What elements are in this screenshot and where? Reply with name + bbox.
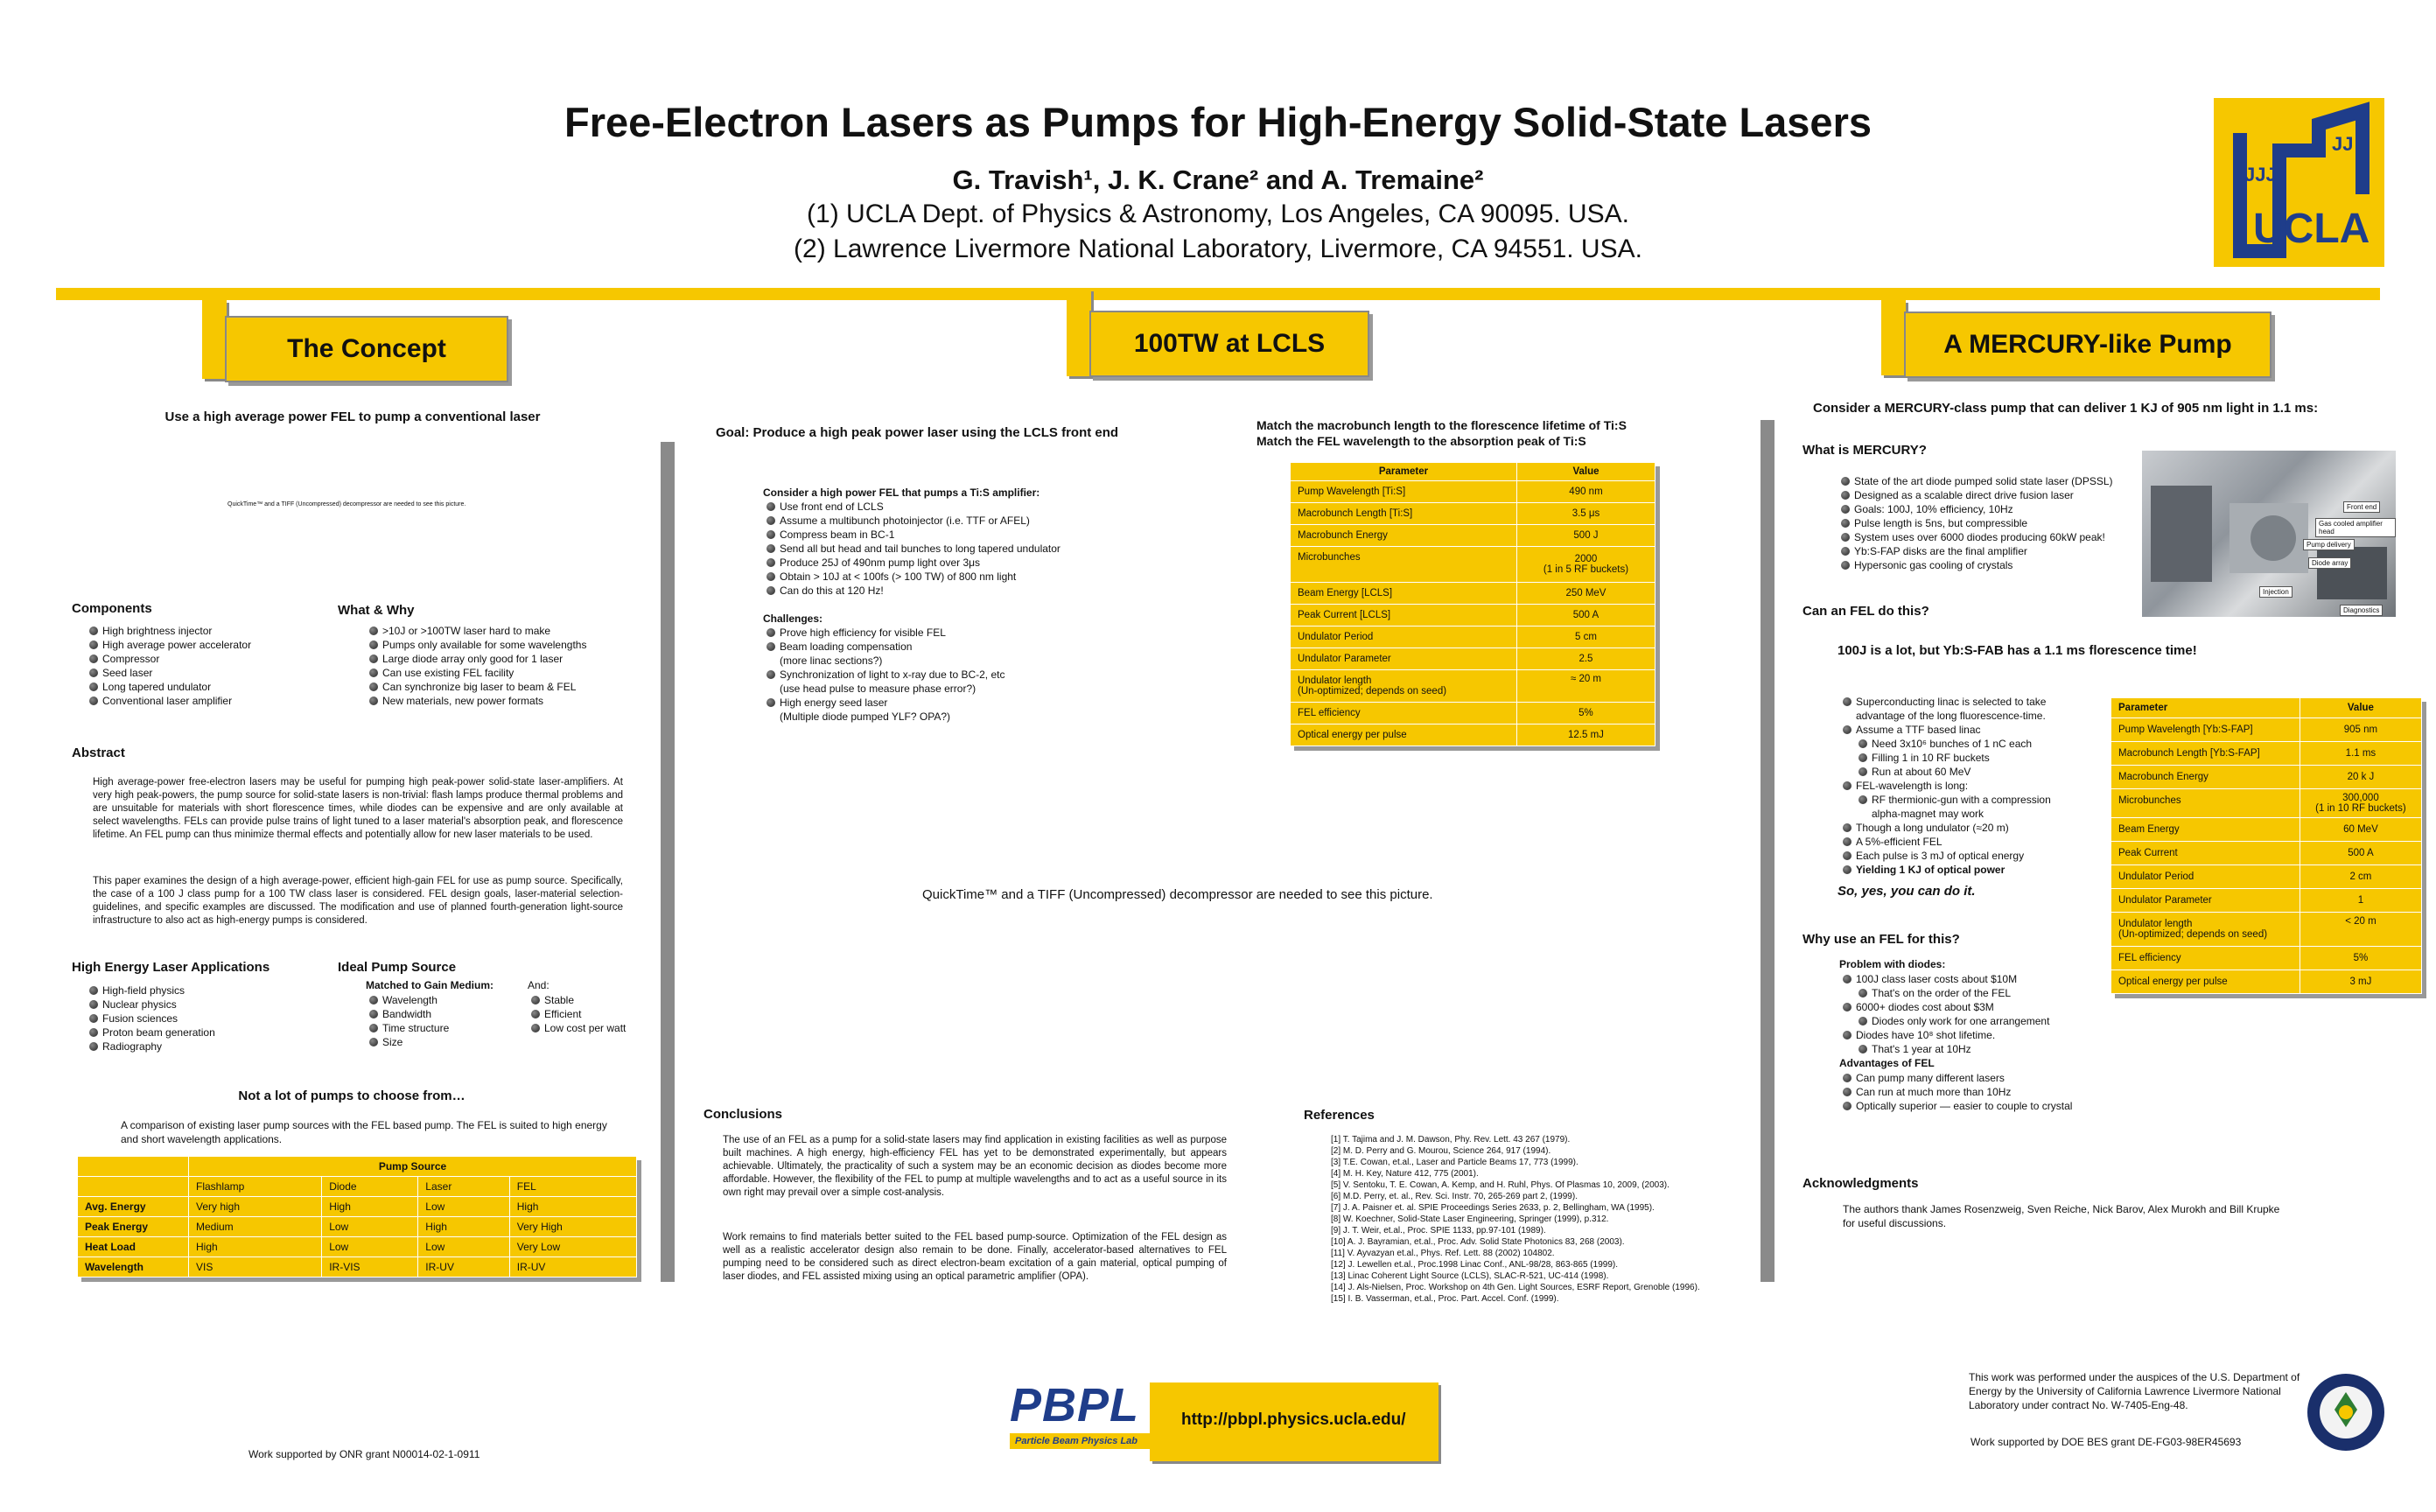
table-row	[2111, 947, 2422, 970]
value-cell	[1516, 547, 1655, 583]
table-row	[2111, 789, 2422, 818]
table-row	[1291, 626, 1656, 648]
what-is-mercury-heading: What is MERCURY?	[1802, 443, 1927, 458]
list-item: System uses over 6000 diodes producing 60kW peak!	[1839, 530, 2154, 544]
abstract-heading: Abstract	[72, 746, 125, 760]
value-cell: ≈ 20 m	[1516, 670, 1655, 703]
diode-problem-list	[1841, 972, 2130, 1056]
concept-quicktime-placeholder: QuickTime™ and a TIFF (Uncompressed) decompressor are needed to see this picture.	[228, 501, 466, 508]
table-row	[1291, 724, 1656, 746]
list-item: Compressor	[88, 652, 332, 666]
list-item: Can pump many different lasers	[1841, 1071, 2130, 1085]
list-item: Prove high efficiency for visible FEL	[765, 626, 1167, 640]
table-row	[1291, 703, 1656, 724]
table-cell: Low	[322, 1217, 418, 1237]
reference-item: [13] Linac Coherent Light Source (LCLS), SLAC-R-521, UC-414 (1998).	[1331, 1271, 1609, 1281]
param-cell: Macrobunch Length [Ti:S]	[1291, 503, 1517, 525]
list-item: That's 1 year at 10Hz	[1857, 1042, 2130, 1056]
list-item: Pumps only available for some wavelengths	[368, 638, 648, 652]
ideal-pump-heading: Ideal Pump Source	[338, 960, 457, 975]
table-column-header: FEL	[509, 1177, 636, 1197]
author-list: G. Travish¹, J. K. Crane² and A. Tremaine²	[952, 164, 1484, 195]
components-list	[88, 624, 332, 708]
param-cell: Optical energy per pulse	[1291, 724, 1517, 746]
applications-heading: High Energy Laser Applications	[72, 960, 270, 975]
list-item: Radiography	[88, 1040, 332, 1054]
table-cell: Low	[322, 1237, 418, 1257]
matched-heading: Matched to Gain Medium:	[366, 979, 494, 991]
value-cell: 20 k J	[2300, 766, 2421, 789]
table-row	[1291, 670, 1656, 703]
and-heading: And:	[528, 979, 550, 991]
pbpl-url-link[interactable]: http://pbpl.physics.ucla.edu/	[1181, 1410, 1406, 1429]
table-row	[1291, 583, 1656, 605]
param-cell	[2111, 913, 2300, 947]
table-column-header: Value	[2300, 698, 2421, 718]
list-item: Nuclear physics	[88, 998, 332, 1012]
pbpl-logo-text: PBPL	[1010, 1379, 1140, 1432]
value-cell: 3 mJ	[2300, 970, 2421, 994]
list-item: Run at about 60 MeV	[1857, 765, 2077, 779]
value-cell: 5%	[1516, 703, 1655, 724]
table-row	[2111, 818, 2422, 842]
list-item: Hypersonic gas cooling of crystals	[1839, 558, 2154, 572]
table-cell: High	[418, 1217, 509, 1237]
param-cell: Peak Current [LCLS]	[1291, 605, 1517, 626]
reference-item: [11] V. Ayvazyan et.al., Phys. Ref. Lett. 88 (2002) 104802.	[1331, 1249, 1555, 1258]
list-item: Time structure	[368, 1021, 516, 1035]
reference-item: [12] J. Lewellen et.al., Proc.1998 Linac Conf., ANL-98/28, 863-865 (1999).	[1331, 1260, 1618, 1270]
table-cell: Low	[418, 1237, 509, 1257]
table-row	[1291, 503, 1656, 525]
table-corner-cell	[78, 1177, 189, 1197]
photo-label: Gas cooled amplifier head	[2315, 518, 2396, 537]
section-heading-concept: The Concept	[225, 316, 508, 382]
challenges-list	[765, 626, 1167, 724]
list-item: Superconducting linac is selected to take advantage of the long fluorescence-time.	[1841, 695, 2077, 723]
list-item-note: (Multiple diode pumped YLF? OPA?)	[780, 710, 950, 723]
reference-item: [4] M. H. Key, Nature 412, 775 (2001).	[1331, 1169, 1479, 1179]
value-cell: 490 nm	[1516, 481, 1655, 503]
table-corner-cell	[78, 1157, 189, 1177]
list-item: Long tapered undulator	[88, 680, 332, 694]
table-column-header: Parameter	[1291, 463, 1517, 481]
why-fel-heading: Why use an FEL for this?	[1802, 932, 1960, 947]
list-item: Use front end of LCLS	[765, 500, 1202, 514]
param-cell: Microbunches	[2111, 789, 2300, 818]
mercury-facts-list	[1839, 474, 2154, 572]
and-list	[529, 993, 661, 1035]
list-item: High brightness injector	[88, 624, 332, 638]
match-line-1: Match the macrobunch length to the florescence lifetime of Ti:S	[1256, 418, 1627, 432]
list-item: That's on the order of the FEL	[1857, 986, 2130, 1000]
lcls-tab-connector	[1067, 289, 1091, 376]
matched-list	[368, 993, 516, 1049]
onr-grant: Work supported by ONR grant N00014-02-1-0911	[248, 1448, 480, 1460]
value-cell: 5%	[2300, 947, 2421, 970]
reference-item: [9] J. T. Weir, et.al., Proc. SPIE 1133, pp.97-101 (1989).	[1331, 1226, 1546, 1236]
list-item: High-field physics	[88, 984, 332, 998]
value-cell: 250 MeV	[1516, 583, 1655, 605]
value-cell: 5 cm	[1516, 626, 1655, 648]
value-main: 2000	[1574, 554, 1598, 564]
list-item: Can synchronize big laser to beam & FEL	[368, 680, 648, 694]
list-item: Produce 25J of 490nm pump light over 3μs	[765, 556, 1202, 570]
list-item: Filling 1 in 10 RF buckets	[1857, 751, 2077, 765]
table-cell: High	[509, 1197, 636, 1217]
param-cell	[1291, 670, 1517, 703]
table-row	[1291, 525, 1656, 547]
value-cell: 3.5 μs	[1516, 503, 1655, 525]
column-divider-right	[1760, 420, 1774, 1282]
table-row	[2111, 742, 2422, 766]
param-cell: Pump Wavelength [Yb:S-FAP]	[2111, 718, 2300, 742]
acknowledgments-heading: Acknowledgments	[1802, 1176, 1919, 1191]
ucla-logo	[2214, 98, 2384, 267]
components-heading: Components	[72, 601, 152, 616]
mercury-lab-photo	[2142, 451, 2396, 617]
value-main: 300,000	[2342, 793, 2379, 803]
table-cell: Very High	[509, 1217, 636, 1237]
problem-heading: Problem with diodes:	[1839, 958, 1946, 970]
list-item: Need 3x10⁶ bunches of 1 nC each	[1857, 737, 2077, 751]
so-yes-text: So, yes, you can do it.	[1838, 884, 1976, 899]
match-line-2: Match the FEL wavelength to the absorption peak of Ti:S	[1256, 434, 1586, 448]
concept-tab-connector	[202, 300, 227, 379]
param-note: (Un-optimized; depends on seed)	[1298, 686, 1447, 696]
list-item: Bandwidth	[368, 1007, 516, 1021]
doe-seal	[2306, 1373, 2385, 1452]
list-item: Proton beam generation	[88, 1026, 332, 1040]
can-fel-heading: Can an FEL do this?	[1802, 604, 1929, 619]
list-item: Can use existing FEL facility	[368, 666, 648, 680]
whatwhy-list	[368, 624, 648, 708]
reference-item: [5] V. Sentoku, T. E. Cowan, A. Kemp, and H. Ruhl, Phys. Of Plasmas 10, 2009, (2003).	[1331, 1180, 1670, 1190]
value-cell: 1.1 ms	[2300, 742, 2421, 766]
conclusions-paragraph-1: The use of an FEL as a pump for a solid-state lasers may find application in existing facilities as well as purpose built machines. A high energy, high-efficiency FEL has yet to be demonstrated experimentally, but appears achievable. Ultimately, the practicality of such a system may be an economic decision as diodes become more affordable. However, the flexibility of the FEL to pump at multiple wavelengths and to act as a useful source in its own right may prevail over a simple cost-analysis.	[723, 1135, 1227, 1198]
list-item: Size	[368, 1035, 516, 1049]
consider-list	[765, 500, 1202, 598]
list-item: Can do this at 120 Hz!	[765, 584, 1202, 598]
reference-item: [14] J. Als-Nielsen, Proc. Workshop on 4th Gen. Light Sources, ESRF Report, Grenoble (1996).	[1331, 1283, 1700, 1292]
abstract-paragraph-1: High average-power free-electron lasers may be useful for pumping high peak-power solid-state laser-amplifiers. At very high peak-powers, the pump source for solid-state lasers is non-trivial: flash lamps produce thermal problems and are unsuitable for materials with short florescence times, while diodes can be expensive and are only available at select wavelengths. FELs can provide pulse trains of light tuned to a laser material's absorption peak, and florescence lifetime. An FEL pump can thus minimize thermal effects and potentially allow for new laser materials to be used.	[93, 777, 623, 840]
row-label: Avg. Energy	[78, 1197, 189, 1217]
advantages-list	[1841, 1071, 2130, 1113]
not-many-heading: Not a lot of pumps to choose from…	[238, 1088, 466, 1103]
list-item-note: (more linac sections?)	[780, 654, 883, 667]
list-item: High energy seed laser	[765, 696, 1167, 710]
list-item: Can run at much more than 10Hz	[1841, 1085, 2130, 1099]
references-list	[1331, 1134, 1751, 1305]
reference-item: [3] T.E. Cowan, et.al., Laser and Particle Beams 17, 773 (1999).	[1331, 1158, 1578, 1167]
table-row	[2111, 889, 2422, 913]
doe-grant: Work supported by DOE BES grant DE-FG03-98ER45693	[1970, 1436, 2242, 1448]
fel-capability-list	[1841, 695, 2077, 877]
param-cell: Peak Current	[2111, 842, 2300, 865]
list-item: Designed as a scalable direct drive fusion laser	[1839, 488, 2154, 502]
list-item: Assume a TTF based linac	[1841, 723, 2077, 737]
param-cell: Undulator Period	[2111, 865, 2300, 889]
value-cell: 60 MeV	[2300, 818, 2421, 842]
reference-item: [10] A. J. Bayramian, et.al., Proc. Adv. Solid State Photonics 83, 268 (2003).	[1331, 1237, 1625, 1247]
param-main: Undulator length	[1298, 676, 1372, 686]
photo-label: Diagnostics	[2340, 605, 2383, 616]
not-many-text: A comparison of existing laser pump sources with the FEL based pump. The FEL is suited to high energy and short wavelength applications.	[121, 1119, 607, 1145]
list-item: High average power accelerator	[88, 638, 332, 652]
lcls-quicktime-placeholder: QuickTime™ and a TIFF (Uncompressed) decompressor are needed to see this picture.	[922, 887, 1433, 902]
reference-item: [8] W. Koechner, Solid-State Laser Engineering, Springer (1999), p.312.	[1331, 1214, 1609, 1224]
table-cell: IR-UV	[418, 1257, 509, 1278]
reference-item: [15] I. B. Vasserman, et.al., Proc. Part. Accel. Conf. (1999).	[1331, 1294, 1559, 1304]
table-cell: High	[322, 1197, 418, 1217]
mercury-parameter-table	[2110, 697, 2422, 994]
pbpl-logo	[1010, 1381, 1150, 1458]
pump-comparison-table	[77, 1156, 637, 1278]
list-item: Large diode array only good for 1 laser	[368, 652, 648, 666]
value-note: (1 in 5 RF buckets)	[1543, 564, 1629, 575]
table-column-header: Diode	[322, 1177, 418, 1197]
table-row	[1291, 605, 1656, 626]
photo-label: Diode array	[2308, 557, 2351, 569]
value-cell	[2300, 789, 2421, 818]
reference-item: [2] M. D. Perry and G. Mourou, Science 264, 917 (1994).	[1331, 1146, 1551, 1156]
advantages-heading: Advantages of FEL	[1839, 1057, 1935, 1069]
table-cell: IR-VIS	[322, 1257, 418, 1278]
list-item: Seed laser	[88, 666, 332, 680]
challenges-heading: Challenges:	[763, 612, 823, 625]
list-item: Beam loading compensation	[765, 640, 1167, 654]
value-cell: 1	[2300, 889, 2421, 913]
param-cell: Microbunches	[1291, 547, 1517, 583]
pbpl-logo-subtitle: Particle Beam Physics Lab	[1010, 1433, 1150, 1449]
svg-text:JJJ: JJJ	[2244, 164, 2277, 186]
list-item: Stable	[529, 993, 661, 1007]
mercury-intro: Consider a MERCURY-class pump that can deliver 1 KJ of 905 nm light in 1.1 ms:	[1813, 401, 2319, 416]
list-item: Fusion sciences	[88, 1012, 332, 1026]
reference-item: [6] M.D. Perry, et. al., Rev. Sci. Instr. 70, 265-269 part 2, (1999).	[1331, 1192, 1578, 1201]
table-row	[1291, 648, 1656, 670]
list-item: 100J class laser costs about $10M	[1841, 972, 2130, 986]
list-item: Goals: 100J, 10% efficiency, 10Hz	[1839, 502, 2154, 516]
param-cell: Beam Energy	[2111, 818, 2300, 842]
list-item: 6000+ diodes cost about $3M	[1841, 1000, 2130, 1014]
section-heading-mercury: A MERCURY-like Pump	[1904, 312, 2272, 378]
section-heading-lcls: 100TW at LCLS	[1089, 311, 1369, 377]
affiliation-1: (1) UCLA Dept. of Physics & Astronomy, Los Angeles, CA 90095. USA.	[807, 200, 1629, 228]
lcls-goal: Goal: Produce a high peak power laser using the LCLS front end	[716, 425, 1119, 440]
lcls-parameter-table	[1290, 462, 1656, 746]
param-cell: FEL efficiency	[2111, 947, 2300, 970]
table-row	[1291, 481, 1656, 503]
list-item: Each pulse is 3 mJ of optical energy	[1841, 849, 2077, 863]
value-cell: 905 nm	[2300, 718, 2421, 742]
table-group-header: Pump Source	[189, 1157, 637, 1177]
value-cell: < 20 m	[2300, 913, 2421, 947]
table-row	[2111, 718, 2422, 742]
list-item: RF thermionic-gun with a compression alpha-magnet may work	[1857, 793, 2077, 821]
list-item: Assume a multibunch photoinjector (i.e. TTF or AFEL)	[765, 514, 1202, 528]
value-cell: 500 A	[2300, 842, 2421, 865]
table-cell: IR-UV	[509, 1257, 636, 1278]
references-heading: References	[1304, 1108, 1375, 1123]
table-cell: Very high	[189, 1197, 322, 1217]
table-row	[2111, 766, 2422, 789]
list-item: State of the art diode pumped solid state laser (DPSSL)	[1839, 474, 2154, 488]
table-row	[1291, 547, 1656, 583]
consider-heading: Consider a high power FEL that pumps a Ti:S amplifier:	[763, 486, 1040, 499]
param-note: (Un-optimized; depends on seed)	[2118, 929, 2268, 940]
table-row	[2111, 865, 2422, 889]
table-column-header: Flashlamp	[189, 1177, 322, 1197]
list-item: Yb:S-FAP disks are the final amplifier	[1839, 544, 2154, 558]
list-item: Wavelength	[368, 993, 516, 1007]
list-item: Diodes only work for one arrangement	[1857, 1014, 2130, 1028]
list-item: Low cost per watt	[529, 1021, 661, 1035]
list-item: Compress beam in BC-1	[765, 528, 1202, 542]
list-item-note: (use head pulse to measure phase error?)	[780, 682, 976, 695]
param-cell: Undulator Parameter	[2111, 889, 2300, 913]
doe-statement: This work was performed under the auspices of the U.S. Department of Energy by the University of California Lawrence Livermore National Laboratory under contract No. W-7405-Eng-48.	[1969, 1371, 2300, 1411]
list-item: Synchronization of light to x-ray due to BC-2, etc	[765, 668, 1167, 682]
concept-intro: Use a high average power FEL to pump a conventional laser	[164, 410, 541, 424]
table-row	[78, 1257, 637, 1278]
list-item: Conventional laser amplifier	[88, 694, 332, 708]
param-cell: Macrobunch Energy	[1291, 525, 1517, 547]
reference-item: [7] J. A. Paisner et. al. SPIE Proceedings Series 2633, p. 2, Bellingham, WA (1995).	[1331, 1203, 1655, 1213]
list-item: >10J or >100TW laser hard to make	[368, 624, 648, 638]
param-main: Undulator length	[2118, 919, 2193, 929]
list-item: Yielding 1 KJ of optical power	[1841, 863, 2077, 877]
value-cell: 2.5	[1516, 648, 1655, 670]
table-cell: Medium	[189, 1217, 322, 1237]
row-label: Peak Energy	[78, 1217, 189, 1237]
poster-title: Free-Electron Lasers as Pumps for High-Energy Solid-State Lasers	[564, 99, 1872, 145]
photo-label: Front end	[2343, 501, 2380, 513]
table-cell: Low	[418, 1197, 509, 1217]
value-cell: 500 J	[1516, 525, 1655, 547]
header-divider	[56, 288, 2380, 300]
param-cell: Beam Energy [LCLS]	[1291, 583, 1517, 605]
acknowledgments-text: The authors thank James Rosenzweig, Sven Reiche, Nick Barov, Alex Murokh and Bill Krupke for useful discussions.	[1843, 1203, 2280, 1229]
table-row	[78, 1197, 637, 1217]
conclusions-paragraph-2: Work remains to find materials better suited to the FEL based pump-source. Optimization of the FEL design as well as a realistic accelerator design also remain to be done. Finally, accelerator-based alternatives to FEL pumping need to be considered such as direct electron-beam excitation of a gain material, optical pumping of laser diodes, and FEL assisted mixing using an optical parametric amplifier (OPA).	[723, 1232, 1227, 1282]
value-cell: 2 cm	[2300, 865, 2421, 889]
value-cell: 500 A	[1516, 605, 1655, 626]
affiliation-2: (2) Lawrence Livermore National Laboratory, Livermore, CA 94551. USA.	[794, 234, 1642, 263]
table-row	[2111, 842, 2422, 865]
list-item: FEL-wavelength is long:	[1841, 779, 2077, 793]
list-item: Obtain > 10J at < 100fs (> 100 TW) of 800 nm light	[765, 570, 1202, 584]
row-label: Heat Load	[78, 1237, 189, 1257]
column-divider-left	[661, 442, 675, 1282]
param-cell: Undulator Period	[1291, 626, 1517, 648]
row-label: Wavelength	[78, 1257, 189, 1278]
list-item: Efficient	[529, 1007, 661, 1021]
table-column-header: Parameter	[2111, 698, 2300, 718]
value-cell: 12.5 mJ	[1516, 724, 1655, 746]
table-row	[78, 1237, 637, 1257]
param-cell: Undulator Parameter	[1291, 648, 1517, 670]
whatwhy-heading: What & Why	[338, 603, 415, 618]
table-cell: VIS	[189, 1257, 322, 1278]
param-cell: Macrobunch Length [Yb:S-FAP]	[2111, 742, 2300, 766]
list-item: Pulse length is 5ns, but compressible	[1839, 516, 2154, 530]
param-cell: Optical energy per pulse	[2111, 970, 2300, 994]
photo-label: Injection	[2259, 586, 2292, 598]
param-cell: Macrobunch Energy	[2111, 766, 2300, 789]
list-item: Though a long undulator (≈20 m)	[1841, 821, 2077, 835]
table-column-header: Value	[1516, 463, 1655, 481]
list-item: Diodes have 10⁸ shot lifetime.	[1841, 1028, 2130, 1042]
table-row	[78, 1217, 637, 1237]
abstract-paragraph-2: This paper examines the design of a high average-power, efficient high-gain FEL for use as pump source. Specifically, the case of a 100 J class pump for a 100 TW class laser is considered. FEL design goals, laser-material selection-guidelines, and specific examples are discussed. The modification and use of planned fourth-generation light-source infrastructure to also act as high-energy pumps is considered.	[93, 876, 623, 926]
value-note: (1 in 10 RF buckets)	[2315, 803, 2406, 814]
param-cell: FEL efficiency	[1291, 703, 1517, 724]
svg-text:JJ: JJ	[2332, 133, 2354, 155]
florescence-note: 100J is a lot, but Yb:S-FAB has a 1.1 ms florescence time!	[1838, 643, 2197, 658]
svg-text:UCLA: UCLA	[2253, 206, 2370, 252]
table-row	[2111, 970, 2422, 994]
table-cell: Very Low	[509, 1237, 636, 1257]
applications-list	[88, 984, 332, 1054]
reference-item: [1] T. Tajima and J. M. Dawson, Phy. Rev. Lett. 43 267 (1979).	[1331, 1135, 1571, 1144]
mercury-tab-connector	[1881, 300, 1906, 375]
photo-label: Pump delivery	[2303, 539, 2355, 550]
param-cell: Pump Wavelength [Ti:S]	[1291, 481, 1517, 503]
table-row	[2111, 913, 2422, 947]
table-column-header: Laser	[418, 1177, 509, 1197]
list-item: New materials, new power formats	[368, 694, 648, 708]
conclusions-heading: Conclusions	[704, 1107, 783, 1122]
list-item: Optically superior — easier to couple to crystal	[1841, 1099, 2130, 1113]
list-item: Send all but head and tail bunches to long tapered undulator	[765, 542, 1202, 556]
list-item: A 5%-efficient FEL	[1841, 835, 2077, 849]
table-cell: High	[189, 1237, 322, 1257]
